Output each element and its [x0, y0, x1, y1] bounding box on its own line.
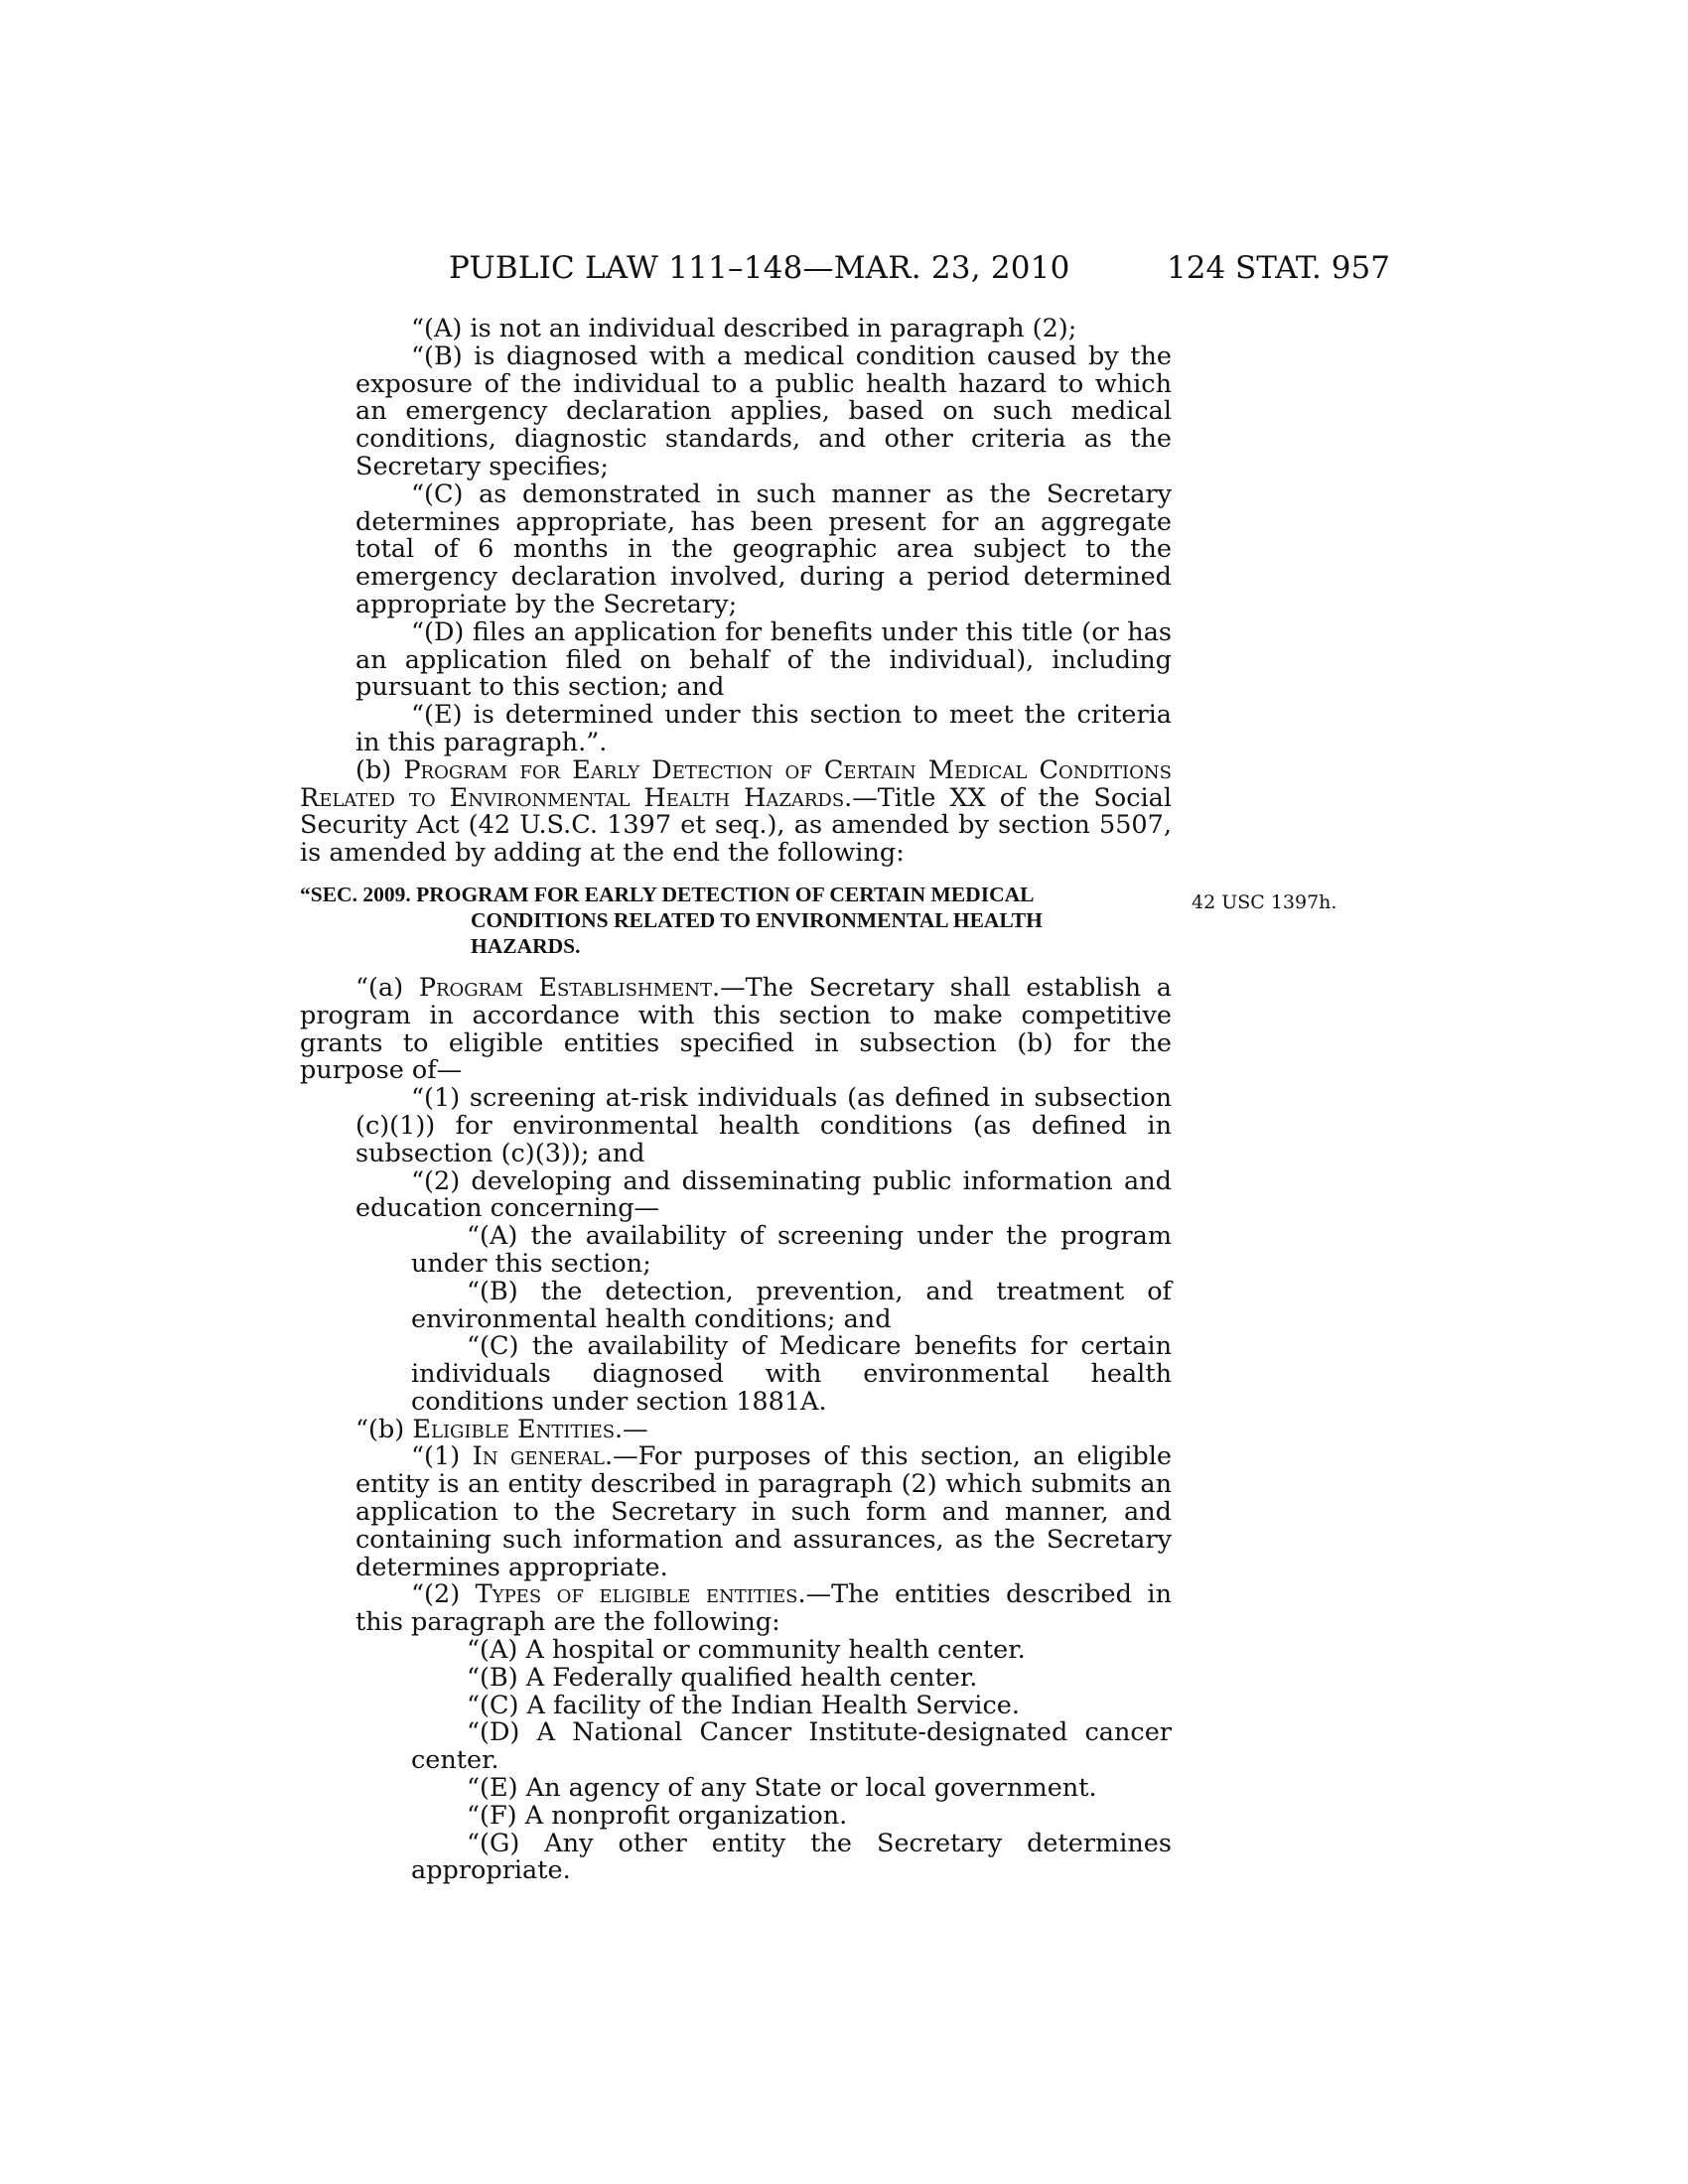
- entity-item-G: “(G) Any other entity the Secretary determines appropriate.: [411, 1828, 1172, 1886]
- section-heading: [300, 882, 1172, 959]
- section-number: “SEC. 2009.: [300, 882, 411, 906]
- subsection-a-text: —The Secretary shall establish a program in accordance with this section to make competitive grants to eligible entities specified in subsection (b) for the purpose of—: [300, 972, 1172, 1086]
- entity-item-B: “(B) A Federally qualified health center.: [467, 1662, 978, 1693]
- eligible-paragraph-2: [300, 1581, 1172, 1637]
- list-item-C: “(C) as demonstrated in such manner as the Secretary determines appropriate, has been present for an aggregate total of 6 months in the geographic area subject to the emergency declaration involved, during a period determined appropriate by the Secretary;: [355, 478, 1172, 619]
- subsection-b-heading: Program for Early Detection of Certain Medical Conditions Related to Environmental Health Hazards.: [300, 754, 1172, 813]
- entity-item-E: “(E) An agency of any State or local government.: [467, 1773, 1097, 1804]
- entity-item-D: “(D) A National Cancer Institute-designated cancer center.: [411, 1717, 1172, 1776]
- list-item-A: “(A) is not an individual described in paragraph (2);: [411, 314, 1077, 343]
- subsection-a: [300, 972, 1172, 1086]
- subsection-a-heading: Program Establishment.: [418, 972, 721, 1003]
- body-text: [300, 316, 1172, 1885]
- marginal-citation: 42 USC 1397h.: [1192, 891, 1337, 913]
- subsection-a-label: “(a): [355, 972, 404, 1003]
- eligible-p1-text: —For purposes of this section, an eligible entity is an entity described in paragraph (2) which submits an application to the Secretary in such form and manner, and containing such information and assurances, as the Secretary determines appropriate.: [355, 1441, 1172, 1582]
- entity-item-C: “(C) A facility of the Indian Health Service.: [467, 1690, 1020, 1720]
- eligible-p2-label: “(2): [411, 1579, 461, 1610]
- eligible-p1-label: “(1): [411, 1441, 461, 1472]
- paragraph-2-B: “(B) the detection, prevention, and treatment of environmental health conditions; and: [411, 1276, 1172, 1334]
- eligible-p2-heading: Types of eligible entities.: [475, 1579, 806, 1610]
- paragraph-2-A: “(A) the availability of screening under the program under this section;: [411, 1221, 1172, 1279]
- list-item-D: “(D) files an application for benefits under this title (or has an application filed on behalf of the individual), including pursuant to this section; and: [355, 616, 1172, 703]
- section-title-line-1: PROGRAM FOR EARLY DETECTION OF CERTAIN MEDICAL: [416, 882, 1035, 906]
- entity-item-F: “(F) A nonprofit organization.: [467, 1800, 848, 1831]
- page-number-stat: 124 STAT. 957: [1167, 250, 1390, 286]
- eligible-p2-text: —The entities described in this paragraph are the following:: [355, 1579, 1173, 1638]
- paragraph-2-C: “(C) the availability of Medicare benefits for certain individuals diagnosed with environmental health conditions under section 1881A.: [411, 1331, 1172, 1417]
- list-item-B: “(B) is diagnosed with a medical condition caused by the exposure of the individual to a public health hazard to which an emergency declaration applies, based on such medical conditions, diagnostic standards, and other criteria as the Secretary specifies;: [355, 341, 1172, 481]
- eligible-label: “(b): [355, 1414, 405, 1444]
- eligible-p1-heading: In general.: [472, 1441, 614, 1472]
- entity-item-A: “(A) A hospital or community health center.: [467, 1635, 1026, 1666]
- running-header-title: PUBLIC LAW 111–148—MAR. 23, 2010: [449, 250, 1070, 286]
- section-title-line-3: HAZARDS.: [471, 933, 581, 958]
- list-item-E: “(E) is determined under this section to meet the criteria in this paragraph.”.: [355, 700, 1172, 757]
- eligible-dash: —: [623, 1414, 648, 1444]
- subsection-b-label: (b): [355, 754, 392, 785]
- eligible-paragraph-1: [300, 1443, 1172, 1581]
- paragraph-1: “(1) screening at-risk individuals (as defined in subsection (c)(1)) for environmental health conditions (as defined in subsection (c)(3)); and: [355, 1083, 1172, 1168]
- eligible-heading: Eligible Entities.: [412, 1414, 624, 1444]
- paragraph-2: “(2) developing and disseminating public information and education concerning—: [355, 1165, 1172, 1224]
- subsection-b-amendment: [300, 754, 1172, 869]
- subsection-b-text: —Title XX of the Social Security Act (42 U.S.C. 1397 et seq.), as amended by section 5507, is amended by adding at the end the following:: [300, 782, 1172, 869]
- subsection-b-eligible: [300, 1414, 1172, 1444]
- section-title-line-2: CONDITIONS RELATED TO ENVIRONMENTAL HEALTH: [471, 907, 1043, 932]
